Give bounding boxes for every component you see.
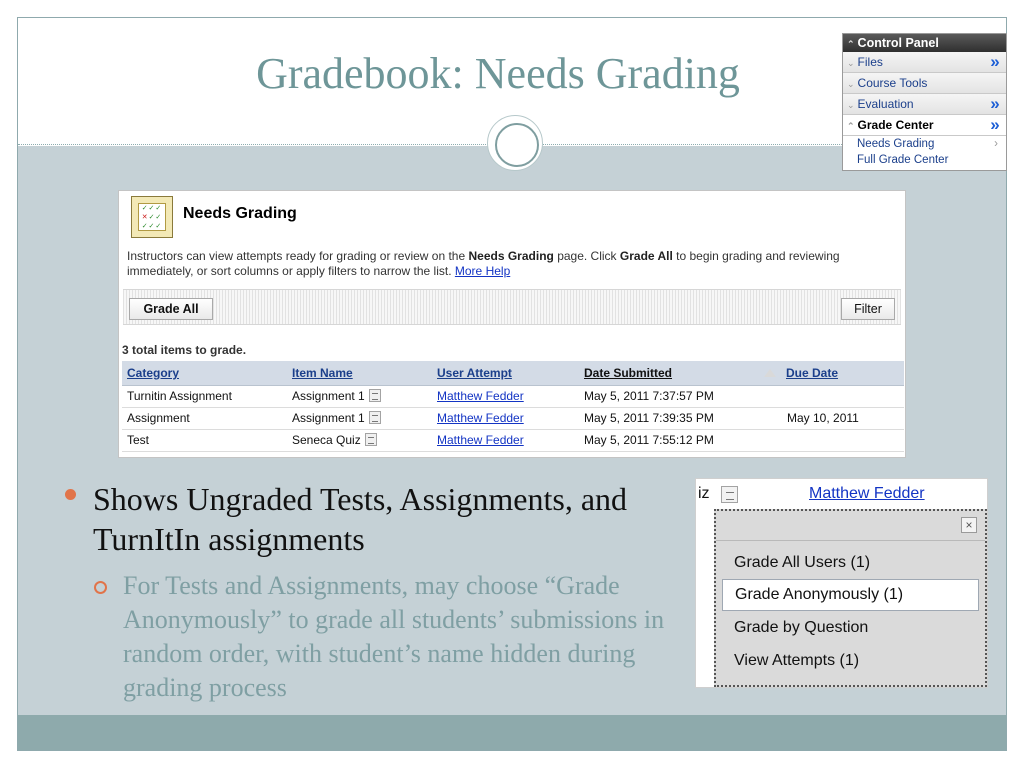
grading-popup [695, 478, 988, 688]
bullet-2-text: For Tests and Assignments, may choose “Grade Anonymously” to grade all students’ submissions in random order, with student’s name hidden during grading process [123, 571, 665, 702]
expand-caret-icon: ⌄ [847, 58, 855, 68]
footer-band [18, 715, 1007, 751]
double-chevron-right-icon[interactable]: » [990, 115, 1000, 134]
column-header-category[interactable]: Category [122, 361, 287, 385]
slide-title: Gradebook: Needs Grading [256, 49, 740, 98]
column-header-date-submitted[interactable]: Date Submitted [579, 361, 759, 385]
cp-subitem-label: Full Grade Center [857, 154, 949, 166]
context-menu-header [716, 511, 985, 541]
menu-item-grade-all-users[interactable]: Grade All Users (1) [734, 554, 871, 571]
expand-caret-icon: ⌄ [847, 100, 855, 110]
cell-due [759, 385, 904, 407]
bullet-ring-icon [94, 581, 107, 594]
table-header-row [122, 361, 904, 385]
desc-text: Instructors can view attempts ready for grading or review on the [127, 249, 469, 263]
needs-grading-description [127, 249, 897, 279]
gradebook-icon: ✓✓✓ ✕✓✓ ✓✓✓ [131, 196, 173, 238]
sort-arrow-icon [764, 369, 776, 377]
filter-button[interactable]: Filter [841, 298, 895, 320]
cp-subitem-label: Needs Grading [857, 138, 935, 150]
cp-item-label: Course Tools [857, 76, 928, 90]
desc-text: to begin grading and reviewing immediately, or sort columns or apply filters to narrow the list. [127, 249, 840, 278]
item-name-fragment: iz [698, 485, 710, 502]
control-panel [842, 33, 1007, 171]
cell-category: Assignment [122, 407, 287, 429]
cell-item [287, 407, 432, 429]
double-chevron-right-icon[interactable]: » [990, 94, 1000, 113]
user-link[interactable]: Matthew Fedder [809, 485, 925, 502]
title-ornament-icon [487, 115, 543, 171]
cp-item-grade-center[interactable] [843, 115, 1006, 136]
user-link[interactable]: Matthew Fedder [432, 385, 579, 407]
cell-due [759, 429, 904, 451]
table-row [122, 407, 904, 429]
column-header-item-name[interactable]: Item Name [287, 361, 432, 385]
cp-subitem-full-grade-center[interactable] [843, 152, 1006, 168]
table-row [122, 429, 904, 451]
context-menu-icon[interactable] [365, 433, 377, 446]
needs-grading-table [122, 361, 904, 452]
collapse-caret-icon: ⌃ [847, 39, 855, 49]
desc-bold: Grade All [619, 249, 673, 263]
needs-grading-title: Needs Grading [183, 205, 297, 222]
cp-item-course-tools[interactable] [843, 73, 1006, 94]
cell-date: May 5, 2011 7:39:35 PM [579, 407, 759, 429]
desc-text: page. Click [553, 249, 620, 263]
user-link[interactable]: Matthew Fedder [432, 407, 579, 429]
user-link[interactable]: Matthew Fedder [432, 429, 579, 451]
cell-category: Turnitin Assignment [122, 385, 287, 407]
column-header-due-date[interactable]: Due Date [759, 361, 904, 385]
needs-grading-panel [118, 190, 906, 458]
cp-item-label: Grade Center [857, 118, 934, 132]
cell-item [287, 429, 432, 451]
desc-bold: Needs Grading [468, 249, 554, 263]
item-name: Seneca Quiz [292, 433, 361, 447]
cell-date: May 5, 2011 7:55:12 PM [579, 429, 759, 451]
menu-item-view-attempts[interactable]: View Attempts (1) [734, 652, 860, 669]
cell-item [287, 385, 432, 407]
cp-item-files[interactable] [843, 52, 1006, 73]
item-name: Assignment 1 [292, 411, 365, 425]
cp-item-label: Files [857, 55, 883, 69]
item-name: Assignment 1 [292, 389, 365, 403]
popup-row-strip [696, 479, 988, 509]
expand-caret-icon: ⌄ [847, 79, 855, 89]
menu-item-grade-by-question[interactable]: Grade by Question [734, 619, 869, 636]
chevron-right-icon: › [994, 138, 998, 150]
context-menu-icon[interactable] [369, 389, 381, 402]
action-bar [123, 289, 901, 325]
cp-subitem-needs-grading[interactable] [843, 136, 1006, 152]
cell-due: May 10, 2011 [759, 407, 904, 429]
close-icon[interactable]: × [961, 517, 977, 533]
cell-date: May 5, 2011 7:37:57 PM [579, 385, 759, 407]
context-menu-icon[interactable] [721, 486, 738, 503]
grade-all-button[interactable]: Grade All [129, 298, 213, 320]
bullet-1-text: Shows Ungraded Tests, Assignments, and TurnItIn assignments [93, 481, 628, 557]
context-menu-icon[interactable] [369, 411, 381, 424]
cell-category: Test [122, 429, 287, 451]
menu-item-grade-anonymously[interactable]: Grade Anonymously (1) [722, 579, 979, 611]
control-panel-title: Control Panel [857, 36, 939, 50]
more-help-link[interactable]: More Help [454, 264, 511, 278]
column-header-user-attempt[interactable]: User Attempt [432, 361, 579, 385]
double-chevron-right-icon[interactable]: » [990, 52, 1000, 71]
cp-item-evaluation[interactable] [843, 94, 1006, 115]
items-count: 3 total items to grade. [122, 343, 247, 357]
bullet-dot-icon [65, 489, 76, 500]
context-menu [714, 509, 987, 687]
control-panel-header[interactable] [843, 34, 1006, 52]
collapse-caret-icon: ⌃ [847, 121, 855, 131]
table-row [122, 385, 904, 407]
cp-item-label: Evaluation [857, 97, 914, 111]
